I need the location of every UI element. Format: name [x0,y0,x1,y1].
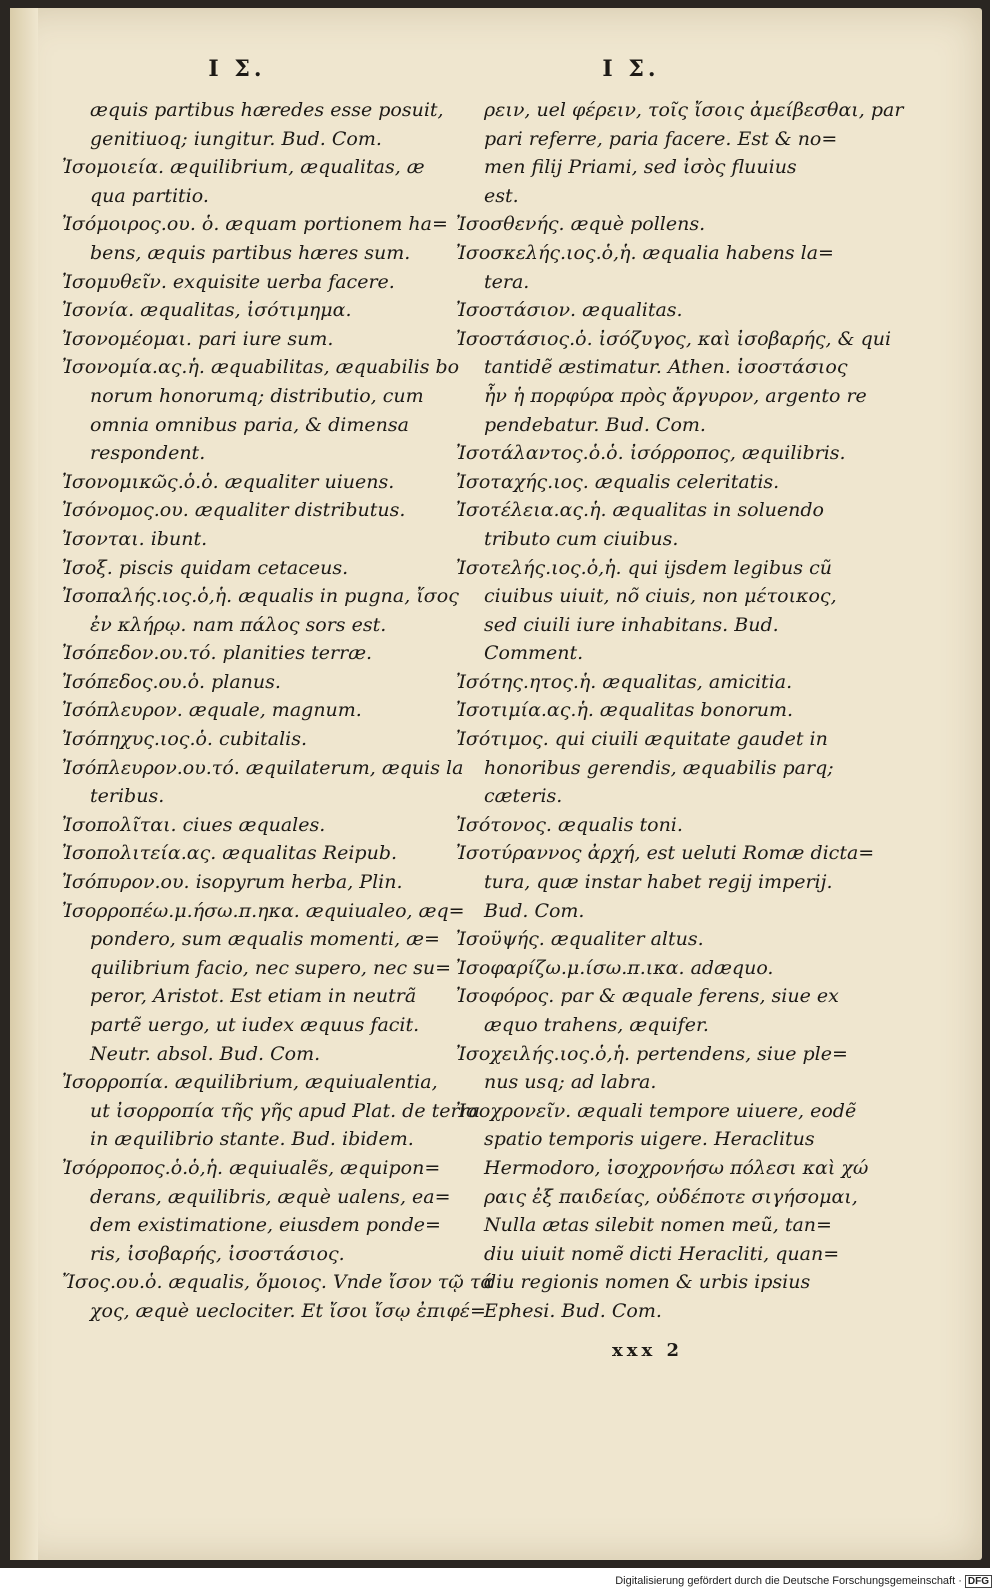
dictionary-entry-line: Ἰσόπεδος.ου.ὁ. planus. [62,670,281,693]
text-line: tera. [484,270,530,293]
dictionary-entry-line: Ἰσόπυρον.ου. isopyrum herba, Plin. [62,871,403,894]
text-line: norum honorumq; distributio, cum [90,384,424,407]
text-line: peror, Aristot. Est etiam in neutrã [90,985,417,1008]
text-line: Hermodoro, ἰσοχρονήσω πόλεσι καὶ χώ [484,1156,869,1179]
dictionary-entry-line: Ἰσοπολῖται. ciues æquales. [62,813,326,836]
text-line: χος, æquè ueclociter. Et ἴσοι ἴσῳ ἐπιφέ= [90,1299,486,1322]
text-line: tantidẽ æstimatur. Athen. ἰσοστάσιος [484,356,848,379]
text-line: derans, æquilibris, æquè ualens, ea= [90,1185,451,1208]
dictionary-entry-line: Ἰσόπεδον.ου.τό. planities terræ. [62,642,373,665]
dictionary-entry-line: Ἰσοχειλής.ιος.ὁ,ἡ. pertendens, siue ple= [456,1042,848,1065]
dictionary-entry-line: Ἰσοξ. piscis quidam cetaceus. [62,556,349,579]
text-line: ut ἰσορροπία τῆς γῆς apud Plat. de terra [90,1099,481,1122]
dictionary-entry-line: Ἰσονται. ibunt. [62,527,208,550]
text-line: teribus. [90,785,165,808]
text-line: Bud. Com. [484,899,585,922]
text-line: Ephesi. Bud. Com. [484,1299,662,1322]
dictionary-entry-line: Ἰσοστάσιος.ὁ. ἰσόζυγος, καὶ ἰσοβαρής, & qui [456,327,892,350]
dictionary-entry-line: Ἰσοφαρίζω.μ.ίσω.π.ικα. adæquo. [456,956,774,979]
left-column-header: I Σ. [208,56,266,82]
text-line: tributo cum ciuibus. [484,527,679,550]
text-line: Neutr. absol. Bud. Com. [90,1042,321,1065]
dictionary-entry-line: Ἰσοφόρος. par & æquale ferens, siue ex [456,985,839,1008]
dictionary-entry-line: Ἰσοπαλής.ιος.ὁ,ἡ. æqualis in pugna, ἴσος [62,585,459,608]
dictionary-entry-line: Ἰσόρροπος.ὁ.ὁ,ἡ. æquiualẽs, æquipon= [62,1156,441,1179]
dictionary-entry-line: Ἰσόπλευρον.ου.τό. æquilaterum, æquis la [62,756,464,779]
dictionary-entry-line: Ἰσοτάλαντος.ὁ.ὁ. ἰσόρροπος, æquilibris. [456,442,846,465]
dictionary-entry-line: Ἴσος.ου.ὁ. æqualis, ὅμοιος. Vnde ἴσον τῷ τά [62,1271,494,1294]
text-line: dem existimatione, eiusdem ponde= [90,1214,441,1237]
dictionary-entry-line: Ἰσονομία.ας.ἡ. æquabilitas, æquabilis bo [62,356,460,379]
dictionary-entry-line: Ἰσότονος. æqualis toni. [456,813,683,836]
dictionary-entry-line: Ἰσόμοιρος.ου. ὁ. æquam portionem ha= [62,213,448,236]
dictionary-entry-line: Ἰσοστάσιον. æqualitas. [456,299,683,322]
text-line: ciuibus uiuit, nõ ciuis, non μέτοικος, [484,585,837,608]
text-line: diu uiuit nomẽ dicti Heracliti, quan= [484,1242,840,1265]
text-line: diu regionis nomen & urbis ipsius [484,1271,811,1294]
text-line: tura, quæ instar habet regij imperij. [484,871,833,894]
text-line: in æquilibrio stante. Bud. ibidem. [90,1128,414,1151]
dictionary-entry-line: Ἰσοσθενής. æquè pollens. [456,213,706,236]
left-column [62,56,494,1326]
text-line: bens, æquis partibus hæres sum. [90,241,411,264]
text-line: men filij Priami, sed ἰσὸς fluuius [484,156,797,179]
text-line: ἦν ἡ πορφύρα πρὸς ἄργυρον, argento re [484,384,867,407]
text-line: cæteris. [484,785,563,808]
dictionary-entry-line: Ἰσόνομος.ου. æqualiter distributus. [62,499,406,522]
text-line: honoribus gerendis, æquabilis parq; [484,756,834,779]
dictionary-entry-line: Ἰσότης.ητος.ἡ. æqualitas, amicitia. [456,670,793,693]
dictionary-entry-line: Ἰσοϋψής. æqualiter altus. [456,928,704,951]
dictionary-entry-line: Ἰσορροπία. æquilibrium, æquiualentia, [62,1071,438,1094]
text-line: æquis partibus hæredes esse posuit, [90,99,444,121]
right-column-header: I Σ. [602,56,660,82]
text-line: ραις ἐξ παιδείας, οὐδέποτε σιγήσομαι, [484,1185,858,1208]
dictionary-entry-line: Ἰσοτιμία.ας.ἡ. æqualitas bonorum. [456,699,794,722]
footer-text: Digitalisierung gefördert durch die Deutsche Forschungsgemeinschaft · [615,1575,962,1587]
dictionary-entry-line: Ἰσοτύραννος ἀρχή, est ueluti Romæ dicta= [456,842,875,865]
text-line: Nulla ætas silebit nomen meũ, tan= [484,1214,832,1237]
dictionary-entry-line: Ἰσονομέομαι. pari iure sum. [62,327,334,350]
text-line: qua partitio. [90,184,209,207]
text-line: partẽ uergo, ut iudex æquus facit. [90,1014,420,1036]
text-line: sed ciuili iure inhabitans. Bud. [484,613,779,636]
dictionary-entry-line: Ἰσότιμος. qui ciuili æquitate gaudet in [456,728,828,751]
text-line: spatio temporis uigere. Heraclitus [484,1128,815,1151]
text-line: ἐν κλήρῳ. nam πάλος sors est. [90,613,387,636]
dictionary-entry-line: Ἰσορροπέω.μ.ήσω.π.ηκα. æquiualeo, æq= [62,899,465,922]
dictionary-entry-line: Ἰσονομικῶς.ὁ.ὁ. æqualiter uiuens. [62,470,395,493]
dfg-footer [615,1575,992,1588]
text-line: pondero, sum æqualis momenti, æ= [90,928,440,951]
text-line: omnia omnibus paria, & dimensa [90,413,409,436]
signature-mark: xxx 2 [612,1340,683,1361]
text-line: est. [484,184,519,207]
text-line: quilibrium facio, nec supero, nec su= [90,956,452,979]
text-line: pari referre, paria facere. Est & no= [484,127,838,150]
text-line: ris, ἰσοβαρής, ἰσοστάσιος. [90,1242,345,1265]
right-column [456,56,904,1326]
dfg-logo: DFG [965,1575,992,1588]
dictionary-entry-line: Ἰσομοιεία. æquilibrium, æqualitas, æ [62,156,425,179]
text-line: genitiuoq; iungitur. Bud. Com. [90,127,382,150]
right-column-text [456,96,904,1326]
text-line: ρειν, uel φέρειν, τοῖς ἴσοις ἀμείβεσθαι, par [484,99,904,121]
dictionary-entry-line: Ἰσόπλευρον. æquale, magnum. [62,699,362,722]
dictionary-entry-line: Ἰσομυθεῖν. exquisite uerba facere. [62,270,395,293]
page-gutter [10,8,38,1560]
text-line: nus usq; ad labra. [484,1071,657,1094]
text-line: æquo trahens, æquifer. [484,1014,709,1036]
dictionary-entry-line: Ἰσοταχής.ιος. æqualis celeritatis. [456,470,780,493]
dictionary-entry-line: Ἰσοσκελής.ιος.ὁ,ἡ. æqualia habens la= [456,241,834,264]
dictionary-entry-line: Ἰσόπηχυς.ιος.ὁ. cubitalis. [62,728,308,751]
dictionary-entry-line: Ἰσοπολιτεία.ας. æqualitas Reipub. [62,842,398,865]
dictionary-entry-line: Ἰσονία. æqualitas, ἰσότιμημα. [62,299,352,322]
dictionary-entry-line: Ἰσοτελής.ιος.ὁ,ἡ. qui ijsdem legibus cũ [456,556,832,579]
dictionary-entry-line: Ἰσοτέλεια.ας.ἡ. æqualitas in soluendo [456,499,824,522]
text-line: respondent. [90,442,206,465]
dictionary-entry-line: Ἰσοχρονεῖν. æquali tempore uiuere, eodẽ [456,1099,857,1122]
text-line: Comment. [484,642,584,665]
left-column-text [62,96,494,1326]
text-line: pendebatur. Bud. Com. [484,413,706,436]
